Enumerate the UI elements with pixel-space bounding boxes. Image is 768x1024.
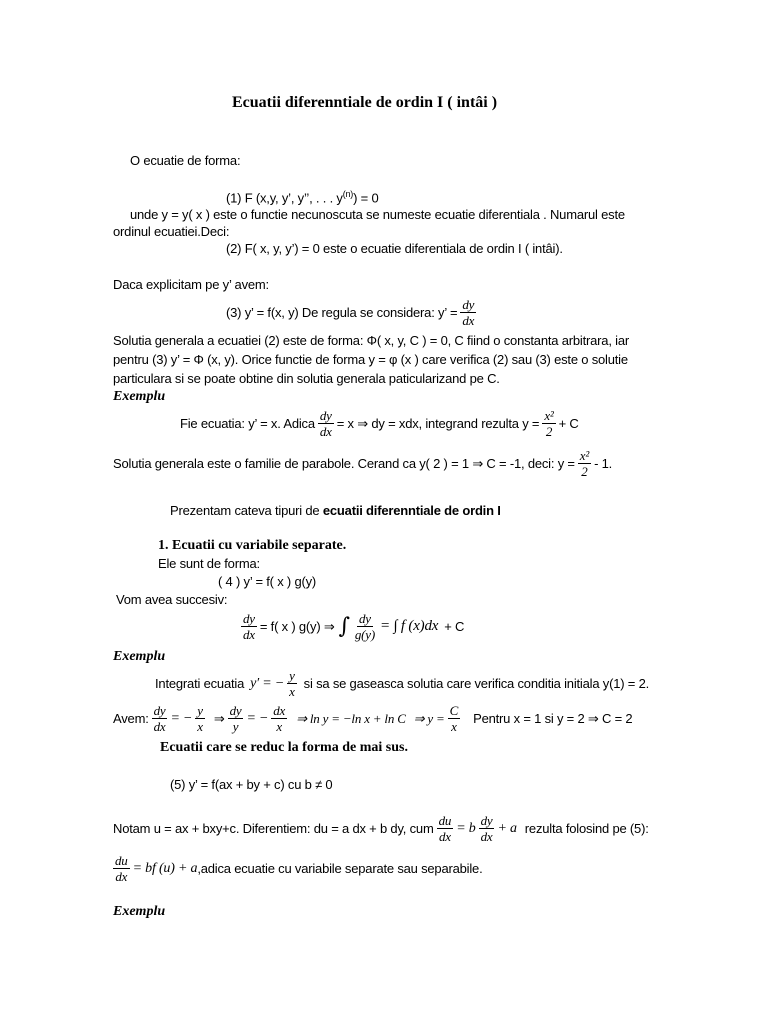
unde-line-1: unde y = y( x ) este o functie necunoscuta se numeste ecuatie diferentiala . Numarul este: [130, 207, 625, 222]
equation-2: (2) F( x, y, y’) = 0 este o ecuatie diferentiala de ordin I ( intâi).: [226, 241, 563, 256]
section-1-heading: 1. Ecuatii cu variabile separate.: [158, 538, 347, 553]
du-dx-fraction: $\frac{du}{dx}$: [115, 852, 128, 884]
vom-text: Vom avea succesiv:: [116, 592, 228, 607]
reduc-heading: Ecuatii care se reduc la forma de mai sus.: [160, 740, 408, 755]
equation-4: ( 4 ) y’ = f( x ) g(y): [218, 574, 317, 589]
y-over-x-fraction: $\frac{y}{x}$: [289, 667, 295, 699]
dy-over-gy-fraction: $\frac{dy}{g(y)}$: [354, 610, 375, 642]
dx-over-x-fraction: $\frac{dx}{x}$: [273, 702, 286, 734]
dy-dx-fraction: $\frac{dy}{dx}$: [462, 296, 475, 328]
example-1-line: Fie ecuatia: y’ = x. Adica $\frac{dy}{dx}$ = x ⇒ dy = xdx, integrand rezulta y = $\frac{\text{x²}}{2}$ + C: [180, 407, 579, 439]
dy-dx-fraction: $\frac{dy}{dx}$: [480, 812, 493, 844]
prezentam-line: Prezentam cateva tipuri de ecuatii diferenntiale de ordin I: [170, 503, 501, 518]
dy-dx-fraction: $\frac{dy}{dx}$: [319, 407, 332, 439]
equation-5: (5) y’ = f(ax + by + c) cu b ≠ 0: [170, 777, 333, 792]
du-dx-fraction: $\frac{du}{dx}$: [438, 812, 452, 844]
x2-over-2-fraction: $\frac{\text{x²}}{2}$: [544, 407, 554, 439]
document-title: Ecuatii diferenntiale de ordin I ( intâi ): [232, 94, 498, 111]
dy-over-y-fraction: $\frac{dy}{y}$: [229, 702, 242, 734]
notam-line: Notam u = ax + bxy+c. Diferentiem: du = a dx + b dy, cum $\frac{du}{dx}$ = b $\frac{dy}{dx}$ + a rezulta folosind pe (5):: [113, 812, 649, 844]
separation-equation: $\frac{dy}{dx}$ = f( x ) g(y) ⇒ ∫ $\frac{dy}{g(y)}$ = ∫ f (x)dx + C: [243, 610, 465, 642]
example-heading-1: Exemplu: [113, 389, 166, 404]
c-over-x-fraction: $\frac{C}{x}$: [449, 702, 459, 734]
avem-line: Avem: $\frac{dy}{dx}$ = − $\frac{y}{x}$ ⇒ $\frac{dy}{y}$ = − $\frac{dx}{x}$ ⇒ ln y = −ln x + ln C ⇒ y = $\frac{C}{x}$ Pentru x = 1 si y = 2 ⇒ C = 2: [113, 702, 633, 734]
integral-sign-icon: ∫: [338, 613, 350, 639]
example-heading-2: Exemplu: [113, 649, 166, 664]
y-over-x-fraction: $\frac{y}{x}$: [197, 702, 203, 734]
solution-line-2: pentru (3) y’ = Φ (x, y). Orice functie de forma y = φ (x ) care verifica (2) sau (3) este o solutie: [113, 352, 628, 367]
dy-dx-fraction: $\frac{dy}{dx}$: [153, 702, 166, 734]
parabola-line: Solutia generala este o familie de parabole. Cerand ca y( 2 ) = 1 ⇒ C = -1, deci: y = $\frac{\text{x²}}{2}$ - 1.: [113, 447, 613, 479]
solution-line-3: particulara si se poate obtine din solutia generala paticularizand pe C.: [113, 371, 500, 386]
example-heading-3: Exemplu: [113, 904, 166, 919]
equation-1: (1) F (x,y, y’, y’’, . . . $y^{(n)}) = 0$: [226, 189, 379, 206]
solution-line-1: Solutia generala a ecuatiei (2) este de forma: Φ( x, y, C ) = 0, C fiind o constanta arbitrara, iar: [113, 333, 629, 348]
ele-text: Ele sunt de forma:: [158, 556, 260, 571]
explicit-text: Daca explicitam pe y’ avem:: [113, 277, 269, 292]
intro-text: O ecuatie de forma:: [130, 153, 241, 168]
dy-dx-fraction: $\frac{dy}{dx}$: [243, 610, 255, 642]
unde-line-2: ordinul ecuatiei.Deci:: [113, 224, 230, 239]
equation-3: (3) y’ = f(x, y) De regula se considera: y’ = $\frac{dy}{dx}$: [226, 296, 475, 328]
x2-over-2-fraction: $\frac{\text{x²}}{2}$: [579, 447, 590, 479]
integrati-line: Integrati ecuatia y′ = − $\frac{y}{x}$ si sa se gaseasca solutia care verifica conditia initiala y(1) = 2.: [155, 667, 650, 699]
adica-line: $\frac{du}{dx}$ = bf (u) + a ,adica ecuatie cu variabile separate sau separabile.: [115, 852, 483, 884]
